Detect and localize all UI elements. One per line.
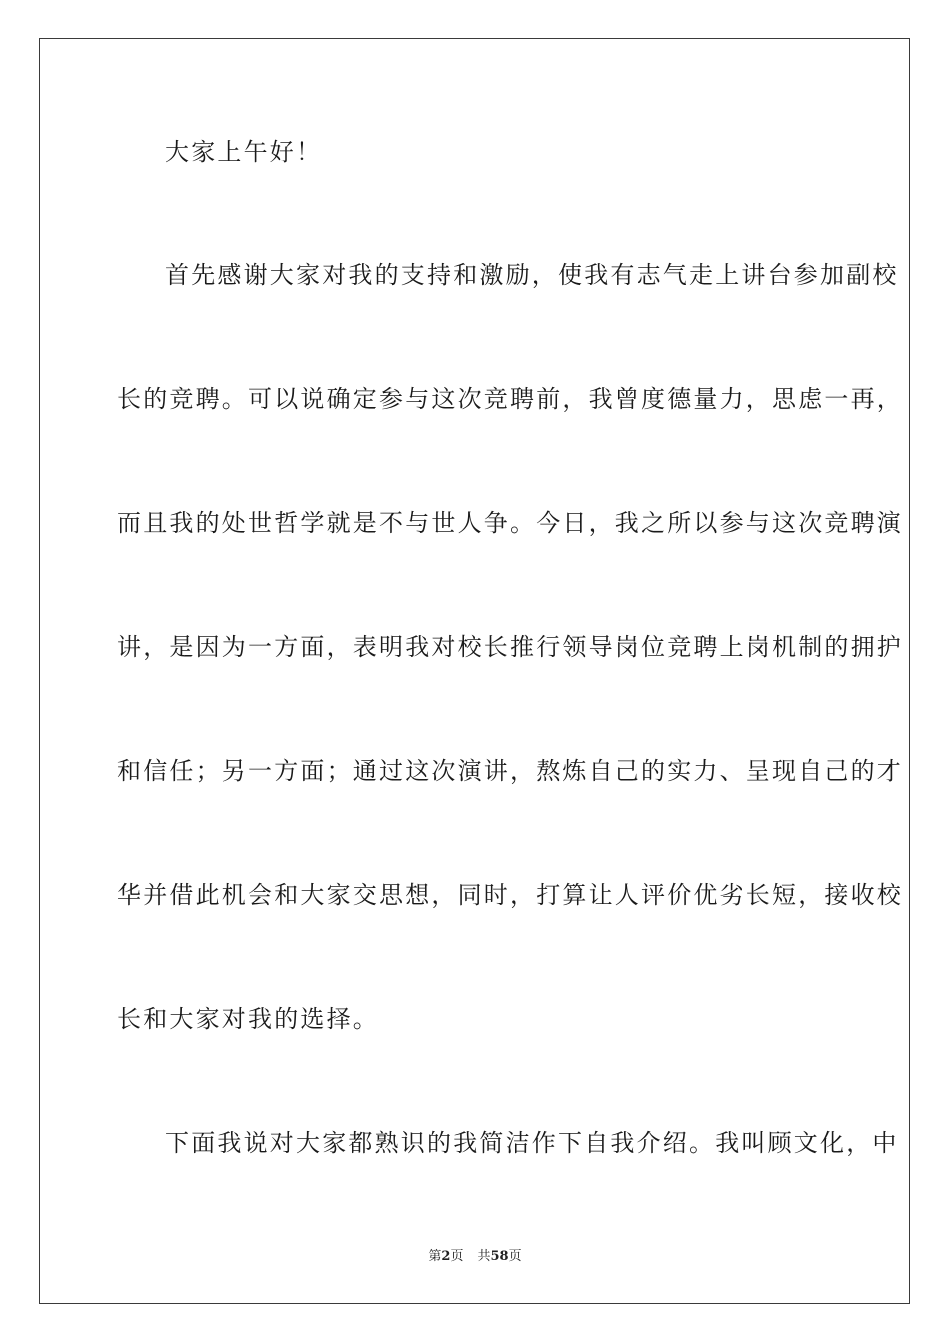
paragraph-line: 长的竞聘。可以说确定参与这次竞聘前，我曾度德量力，思虑一再， xyxy=(117,385,903,413)
total-prefix: 共 xyxy=(477,1249,491,1264)
total-pages: 58 xyxy=(490,1249,509,1264)
page-number: 2 xyxy=(441,1249,451,1264)
page-border xyxy=(39,38,910,1304)
page-footer xyxy=(0,1248,950,1266)
page-suffix: 页 xyxy=(450,1249,464,1264)
paragraph-line: 和信任；另一方面；通过这次演讲，熬炼自己的实力、呈现自己的才 xyxy=(117,757,903,785)
greeting-line: 大家上午好！ xyxy=(165,138,323,166)
paragraph-line: 首先感谢大家对我的支持和激励，使我有志气走上讲台参加副校 xyxy=(165,261,899,289)
paragraph-line: 讲，是因为一方面，表明我对校长推行领导岗位竞聘上岗机制的拥护 xyxy=(117,633,903,661)
paragraph-line: 华并借此机会和大家交思想，同时，打算让人评价优劣长短，接收校 xyxy=(117,881,903,909)
total-suffix: 页 xyxy=(508,1249,522,1264)
page-prefix: 第 xyxy=(428,1249,442,1264)
paragraph-line: 长和大家对我的选择。 xyxy=(117,1005,379,1033)
paragraph-line: 下面我说对大家都熟识的我简洁作下自我介绍。我叫顾文化，中 xyxy=(165,1129,899,1157)
paragraph-line: 而且我的处世哲学就是不与世人争。今日，我之所以参与这次竞聘演 xyxy=(117,509,903,537)
